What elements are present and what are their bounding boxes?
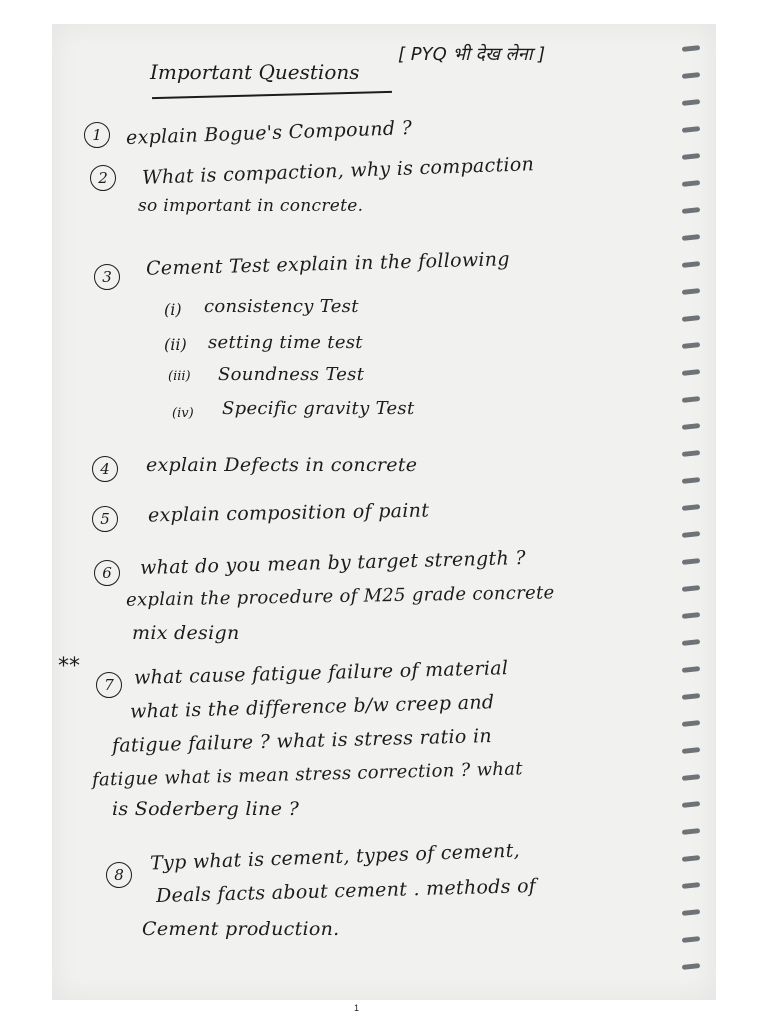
subitem-text-iii: Soundness Test bbox=[218, 364, 365, 385]
subitem-text-i: consistency Test bbox=[204, 296, 359, 317]
subitem-label-iv: (iv) bbox=[172, 406, 194, 421]
question-2-line-1: What is compaction, why is compaction bbox=[141, 153, 535, 189]
question-7-line-1: what cause fatigue failure of material bbox=[133, 657, 509, 689]
question-number-4: 4 bbox=[92, 456, 118, 482]
question-7-line-4: fatigue what is mean stress correction ? what bbox=[91, 758, 524, 791]
question-6-line-2: explain the procedure of M25 grade concrete bbox=[125, 582, 555, 611]
question-number-8: 8 bbox=[106, 862, 132, 888]
question-number-1: 1 bbox=[84, 122, 110, 148]
subitem-text-ii: setting time test bbox=[208, 332, 363, 353]
header-note: [ PYQ भी देख लेना ] bbox=[398, 44, 546, 65]
question-5-line-1: explain composition of paint bbox=[147, 499, 430, 527]
subitem-label-ii: (ii) bbox=[164, 335, 187, 354]
question-7-line-2: what is the difference b/w creep and bbox=[129, 691, 495, 723]
question-2-line-2: so important in concrete. bbox=[138, 196, 364, 216]
question-7-line-5: is Soderberg line ? bbox=[112, 798, 300, 820]
question-8-line-1: Typ what is cement, types of cement, bbox=[149, 839, 521, 875]
question-number-2: 2 bbox=[90, 165, 116, 191]
question-1-line-1: explain Bogue's Compound ? bbox=[125, 117, 413, 149]
question-8-line-2: Deals facts about cement . methods of bbox=[155, 875, 537, 907]
question-6-line-3: mix design bbox=[132, 622, 240, 644]
question-6-line-1: what do you mean by target strength ? bbox=[139, 546, 527, 580]
question-number-5: 5 bbox=[92, 506, 118, 532]
subitem-label-i: (i) bbox=[164, 300, 182, 319]
question-number-6: 6 bbox=[94, 560, 120, 586]
page-number: 1 bbox=[354, 1003, 360, 1013]
question-number-7: 7 bbox=[96, 672, 122, 698]
subitem-label-iii: (iii) bbox=[168, 369, 191, 384]
subitem-text-iv: Specific gravity Test bbox=[222, 398, 415, 419]
question-4-line-1: explain Defects in concrete bbox=[146, 454, 418, 476]
importance-marker: ** bbox=[58, 654, 80, 679]
page-title: Important Questions bbox=[150, 60, 360, 84]
question-7-line-3: fatigue failure ? what is stress ratio in bbox=[111, 725, 493, 757]
question-3-line-1: Cement Test explain in the following bbox=[145, 248, 511, 280]
question-8-line-3: Cement production. bbox=[142, 918, 340, 940]
question-number-3: 3 bbox=[94, 264, 120, 290]
